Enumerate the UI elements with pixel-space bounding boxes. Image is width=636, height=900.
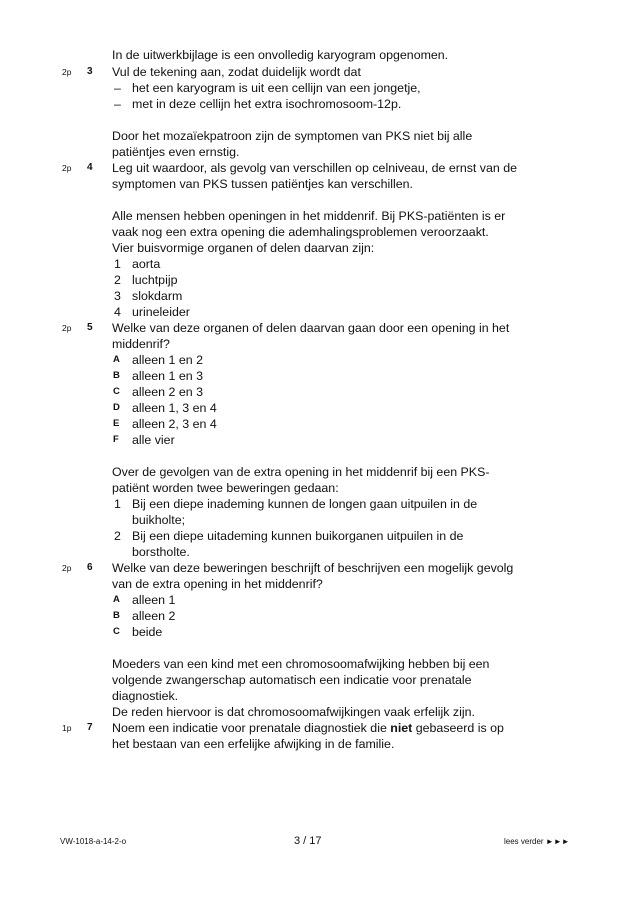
organ-label: luchtpijp <box>132 273 178 287</box>
q3-bullet-dash: – <box>114 97 121 111</box>
q6-number: 6 <box>87 562 93 573</box>
footer-code: VW-1018-a-14-2-o <box>60 837 127 846</box>
context-text: diagnostiek. <box>112 689 179 703</box>
organ-number: 4 <box>114 305 121 319</box>
context-text: De reden hiervoor is dat chromosoomafwijkingen vaak erfelijk zijn. <box>112 705 475 719</box>
q6-text: Welke van deze beweringen beschrijft of beschrijven een mogelijk gevolg <box>112 561 514 575</box>
q5-option-d: alleen 1, 3 en 4 <box>132 401 217 415</box>
claim-text: borstholte. <box>132 545 190 559</box>
q3-bullet-dash: – <box>114 81 121 95</box>
q6-option-c: beide <box>132 625 163 639</box>
q5-option-letter: C <box>113 386 120 397</box>
q4-points: 2p <box>62 163 72 173</box>
context-text: Door het mozaïekpatroon zijn de symptomen van PKS niet bij alle <box>112 129 473 143</box>
q6-option-letter: C <box>113 626 120 637</box>
next-page-indicator: lees verder ►►► <box>504 837 570 846</box>
organ-number: 1 <box>114 257 121 271</box>
q3-bullet-2: met in deze cellijn het extra isochromosoom-12p. <box>132 97 402 111</box>
q6-points: 2p <box>62 563 72 573</box>
context-text: patiëntjes even ernstig. <box>112 145 240 159</box>
organ-label: slokdarm <box>132 289 183 303</box>
q5-option-letter: A <box>113 354 120 365</box>
q5-option-b: alleen 1 en 3 <box>132 369 203 383</box>
claim-number: 1 <box>114 497 121 511</box>
claim-text: buikholte; <box>132 513 186 527</box>
q7-text-part: Noem een indicatie voor prenatale diagnostiek die <box>112 721 391 735</box>
q7-points: 1p <box>62 723 72 733</box>
context-text: Moeders van een kind met een chromosoomafwijking hebben bij een <box>112 657 490 671</box>
claim-text: Bij een diepe uitademing kunnen buikorganen uitpuilen in de <box>132 529 464 543</box>
q3-bullet-1: het een karyogram is uit een cellijn van een jongetje, <box>132 81 421 95</box>
q6-option-letter: A <box>113 594 120 605</box>
q6-text: van de extra opening in het middenrif? <box>112 577 323 591</box>
q4-text: Leg uit waardoor, als gevolg van verschillen op celniveau, de ernst van de <box>112 161 518 175</box>
organ-number: 3 <box>114 289 121 303</box>
q4-number: 4 <box>87 162 93 173</box>
q5-option-letter: D <box>113 402 120 413</box>
q5-option-c: alleen 2 en 3 <box>132 385 203 399</box>
q7-emphasis: niet <box>390 721 413 735</box>
q5-option-letter: E <box>113 418 120 429</box>
q3-text: Vul de tekening aan, zodat duidelijk wordt dat <box>112 65 361 79</box>
context-text: patiënt worden twee beweringen gedaan: <box>112 481 339 495</box>
q7-text <box>112 720 504 736</box>
q5-option-f: alle vier <box>132 433 175 447</box>
page-number: 3 / 17 <box>294 835 322 847</box>
q5-number: 5 <box>87 322 93 333</box>
organ-number: 2 <box>114 273 121 287</box>
q3-number: 3 <box>87 66 93 77</box>
q5-option-letter: B <box>113 370 120 381</box>
q6-option-letter: B <box>113 610 120 621</box>
intro-text: In de uitwerkbijlage is een onvolledig karyogram opgenomen. <box>112 48 449 62</box>
q5-points: 2p <box>62 323 72 333</box>
claim-number: 2 <box>114 529 121 543</box>
organ-label: urineleider <box>132 305 190 319</box>
organ-label: aorta <box>132 257 161 271</box>
q6-option-a: alleen 1 <box>132 593 176 607</box>
context-text: Alle mensen hebben openingen in het middenrif. Bij PKS-patiënten is er <box>112 209 506 223</box>
context-text: volgende zwangerschap automatisch een indicatie voor prenatale <box>112 673 472 687</box>
context-text: Vier buisvormige organen of delen daarvan zijn: <box>112 241 375 255</box>
q4-text: symptomen van PKS tussen patiëntjes kan verschillen. <box>112 177 413 191</box>
q3-points: 2p <box>62 67 72 77</box>
claim-text: Bij een diepe inademing kunnen de longen gaan uitpuilen in de <box>132 497 478 511</box>
context-text: Over de gevolgen van de extra opening in het middenrif bij een PKS- <box>112 465 490 479</box>
q7-text-part: gebaseerd is op <box>412 721 504 735</box>
context-text: vaak nog een extra opening die ademhalingsproblemen veroorzaakt. <box>112 225 489 239</box>
q6-option-b: alleen 2 <box>132 609 176 623</box>
q5-option-letter: F <box>113 434 119 445</box>
q5-text: Welke van deze organen of delen daarvan gaan door een opening in het <box>112 321 510 335</box>
q7-number: 7 <box>87 722 93 733</box>
q5-text: middenrif? <box>112 337 170 351</box>
q5-option-e: alleen 2, 3 en 4 <box>132 417 217 431</box>
q5-option-a: alleen 1 en 2 <box>132 353 203 367</box>
q7-text: het bestaan van een erfelijke afwijking in de familie. <box>112 737 395 751</box>
